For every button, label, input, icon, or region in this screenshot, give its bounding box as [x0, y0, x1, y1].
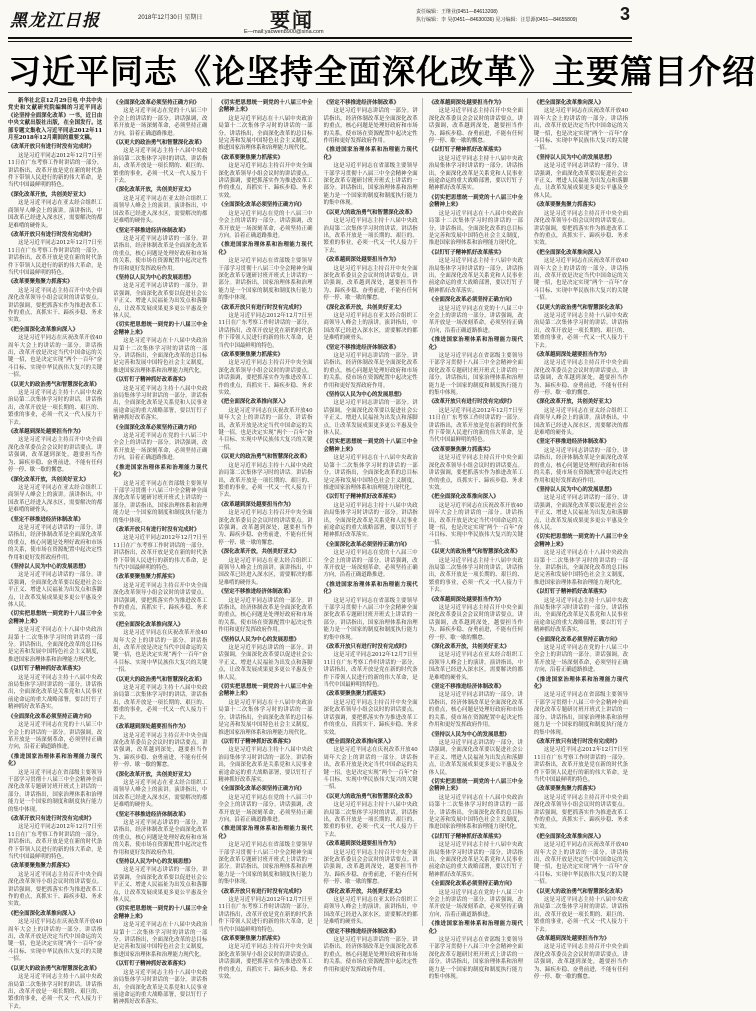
section-heading: 《把全面深化改革推向深入》 — [533, 249, 604, 256]
section-paragraph: 这是习近平同志在亚太经合组织工商领导人峰会上的演讲。演讲指出，中国改革已经进入深水区，需要解决的都是难啃的硬骨头。 — [113, 779, 208, 809]
section-paragraph: 这是习近平同志在省部级主要领导干部学习贯彻十八届三中全会精神全面深化改革专题研讨班开班式上讲话的一部分。讲话指出，国家治理体系和治理能力是一个国家的制度和制度执行能力的集中体现。 — [113, 480, 208, 524]
section-heading: 《全面深化改革必须坚持正确方向》 — [428, 881, 515, 888]
section-heading: 《以钉钉子精神抓好改革落实》 — [323, 494, 399, 501]
article-intro: 新华社北京12月29日电 中共中央党史和文献研究院编辑的习近平同志《论坚持全面深化改革》一书，近日由中央文献出版社出版，在全国发行。这部专题文集收入习近平同志2012年11月至2018年12月期间的重要文稿。 — [8, 98, 103, 142]
section-paragraph: 这是习近平同志主持召开中央全面深化改革领导小组会议时的讲话要点。讲话强调，要把抓落实作为推进改革工作的重点，真抓实干、蹄疾步稳、务求实效。 — [218, 163, 313, 199]
section-paragraph: 这是习近平同志在亚太经合组织工商领导人峰会上的演讲。演讲指出，中国改革已经进入深水区，需要解决的都是难啃的硬骨头。 — [218, 557, 313, 586]
section-heading: 《深化改革开放，共创美好亚太》 — [8, 476, 89, 483]
section-heading: 《坚定不移推进经济体制改革》 — [113, 227, 189, 234]
section-heading: 《改革越到深处越要担当作为》 — [218, 501, 294, 508]
section-paragraph: 这是习近平同志在庆祝改革开放40周年大会上的讲话的一部分。讲话指出，改革开放是决定当代中国命运的关键一招，也是决定实现“两个一百年”奋斗目标、实现中华民族伟大复兴的关键一招。 — [218, 407, 313, 451]
section-paragraph: 这是习近平同志主持十八届中央政治局第二次集体学习时的讲话。讲话指出，改革开放是一项长期的、艰巨的、繁重的事业，必须一代又一代人接力干下去。 — [113, 148, 208, 185]
section-heading: 《改革越到深处越要担当作为》 — [113, 724, 189, 731]
section-heading: 《切实把思想统一到党的十八届三中全会精神上来》 — [428, 194, 523, 209]
section-heading: 《改革开放只有进行时没有完成时》 — [8, 144, 95, 151]
section-paragraph: 这是习近平同志2012年12月7日至11日在广东考察工作时讲话的一部分。讲话指出，改革开放是党在新的时代条件下带领人民进行的新的伟大革命，是当代中国最鲜明的特色。 — [113, 535, 208, 571]
section-paragraph: 这是习近平同志讲话的一部分。讲话强调，全面深化改革要以促进社会公平正义、增进人民福祉为出发点和落脚点，让改革发展成果更多更公平惠及全体人民。 — [323, 400, 418, 437]
section-paragraph: 这是习近平同志在十八届中央政治局第十二次集体学习时的讲话的一部分。讲话指出，全面深化改革的总目标是完善和发展中国特色社会主义制度，推进国家治理体系和治理能力现代化。 — [428, 210, 523, 247]
section-paragraph: 这是习近平同志2012年12月7日至11日在广东考察工作时讲话的一部分。讲话指出，改革开放是党在新的时代条件下带领人民进行的新的伟大革命，是当代中国最鲜明的特色。 — [218, 312, 313, 349]
section-paragraph: 这是习近平同志2012年12月7日至11日在广东考察工作时讲话的一部分。讲话指出，改革开放是党在新的时代条件下带领人民进行的新的伟大革命，是当代中国最鲜明的特色。 — [218, 897, 313, 933]
section-heading: 《坚定不移推进经济体制改革》 — [323, 344, 399, 351]
section-heading: 《改革越到深处越要担当作为》 — [533, 352, 610, 358]
section-paragraph: 这是习近平同志讲话的一部分。讲话指出，经济体制改革是全面深化改革的重点，核心问题是处理好政府和市场的关系，使市场在资源配置中起决定性作用和更好发挥政府作用。 — [8, 524, 103, 561]
section-heading: 《坚持以人民为中心的发展思想》 — [218, 636, 300, 643]
section-paragraph: 这是习近平同志在亚太经合组织工商领导人峰会上的演讲。演讲指出，中国改革已经进入深水区，需要解决的都是难啃的硬骨头。 — [8, 484, 103, 514]
section-heading: 《以更大的政治勇气和智慧深化改革》 — [218, 454, 310, 461]
section-paragraph: 这是习近平同志在党的十八届三中全会上的讲话的一部分。讲话强调，改革开放是一场深刻革命，必须坚持正确方向，沿着正确道路推进。 — [218, 210, 313, 239]
section-paragraph: 这是习近平同志讲话的一部分。讲话指出，经济体制改革是全面深化改革的重点，核心问题是处理好政府和市场的关系，使市场在资源配置中起决定性作用和更好发挥政府作用。 — [113, 235, 208, 272]
section-paragraph: 这是习近平同志2012年12月7日至11日在广东考察工作时讲话的一部分。讲话指出，改革开放是党在新的时代条件下带领人民进行的新的伟大革命，是当代中国最鲜明的特色。 — [533, 747, 629, 783]
section-paragraph: 这是习近平同志讲话的一部分。讲话指出，经济体制改革是全面深化改革的重点，核心问题是处理好政府和市场的关系，使市场在资源配置中起决定性作用和更好发挥政府作用。 — [113, 819, 208, 856]
section-heading: 《改革开放只有进行时没有完成时》 — [218, 888, 305, 895]
section-paragraph: 这是习近平同志主持十八届中央政治局集体学习时讲话的一部分。讲话指出，全面深化改革是关系党和人民事业前途命运的重大战略部署，要以钉钉子精神抓好改革落实。 — [428, 258, 523, 294]
section-paragraph: 这是习近平同志主持十八届中央政治局集体学习时讲话的一部分。讲话指出，全面深化改革是关系党和人民事业前途命运的重大战略部署，要以钉钉子精神抓好改革落实。 — [323, 502, 418, 539]
section-paragraph: 这是习近平同志在省部级主要领导干部学习贯彻十八届三中全会精神全面深化改革专题研讨班开班式上讲话的一部分。讲话指出，国家治理体系和治理能力是一个国家的制度和制度执行能力的集中体现。 — [428, 937, 523, 981]
section-heading: 《坚定不移推进经济体制改革》 — [8, 516, 84, 523]
section-heading: 《坚持以人民为中心的发展思想》 — [533, 486, 615, 493]
section-heading: 《坚定不移推进经济体制改革》 — [323, 928, 399, 935]
section-paragraph: 这是习近平同志在党的十八届三中全会上的讲话的一部分。讲话强调，改革开放是一场深刻革命，必须坚持正确方向，沿着正确道路推进。 — [428, 305, 523, 334]
section-paragraph: 这是习近平同志主持十八届中央政治局第二次集体学习时的讲话。讲话指出，改革开放是一项长期的、艰巨的、繁重的事业，必须一代又一代人接力干下去。 — [8, 390, 103, 426]
article-column — [218, 98, 317, 981]
section-paragraph: 这是习近平同志在十八届中央政治局第十二次集体学习时的讲话的一部分。讲话指出，全面深化改革的总目标是完善和发展中国特色社会主义制度，推进国家治理体系和治理能力现代化。 — [218, 699, 313, 736]
section-heading: 《以更大的政治勇气和智慧深化改革》 — [533, 888, 626, 895]
section-heading: 《改革要聚焦聚力抓落实》 — [533, 202, 599, 209]
section-heading: 《改革要聚焦聚力抓落实》 — [323, 691, 389, 698]
section-paragraph: 这是习近平同志主持召开中央全面深化改革委员会会议时的讲话要点。讲话强调，改革越到深处，越要担当作为、蹄疾步稳、奋勇前进，不能有任何停一停、歇一歇的懈怠。 — [113, 732, 208, 769]
masthead-rule — [8, 37, 632, 39]
section-heading: 《以钉钉子精神抓好改革落实》 — [428, 833, 505, 840]
section-paragraph: 这是习近平同志在省部级主要领导干部学习贯彻十八届三中全会精神全面深化改革专题研讨班开班式上讲话的一部分。讲话指出，国家治理体系和治理能力是一个国家的制度和制度执行能力的集中体现。 — [323, 597, 418, 641]
section-heading: 《切实把思想统一到党的十八届三中全会精神上来》 — [218, 100, 313, 114]
section-heading: 《推进国家治理体系和治理能力现代化》 — [8, 753, 103, 768]
section-paragraph: 这是习近平同志主持十八届中央政治局集体学习时讲话的一部分。讲话指出，全面深化改革是关系党和人民事业前途命运的重大战略部署，要以钉钉子精神抓好改革落实。 — [8, 674, 103, 711]
section-heading: 《深化改革开放，共创美好亚太》 — [323, 304, 405, 311]
editor-line: 执行编辑：李 昊(0451—84630036) 见习编辑：汪思源(0451—84655809) — [416, 17, 578, 23]
section-paragraph: 这是习近平同志在亚太经合组织工商领导人峰会上的演讲。演讲指出，中国改革已经进入深水区，需要解决的都是难啃的硬骨头。 — [533, 407, 629, 437]
issue-date: 2018年12月30日 星期日 — [138, 15, 203, 21]
section-paragraph: 这是习近平同志在十八届中央政治局第十二次集体学习时的讲话的一部分。讲话指出，全面深化改革的总目标是完善和发展中国特色社会主义制度，推进国家治理体系和治理能力现代化。 — [8, 627, 103, 663]
section-paragraph: 这是习近平同志主持十八届中央政治局第二次集体学习时的讲话。讲话指出，改革开放是一项长期的、艰巨的、繁重的事业，必须一代又一代人接力干下去。 — [533, 897, 629, 933]
section-heading: 《以更大的政治勇气和智慧深化改革》 — [533, 304, 626, 311]
section-paragraph: 这是习近平同志主持召开中央全面深化改革领导小组会议时的讲话要点。讲话强调，要把抓落实作为推进改革工作的重点，真抓实干、蹄疾步稳、务求实效。 — [428, 455, 523, 491]
section-heading: 《推进国家治理体系和治理能力现代化》 — [428, 921, 523, 935]
section-paragraph: 这是习近平同志主持召开中央全面深化改革领导小组会议时的讲话要点。讲话强调，要把抓落实作为推进改革工作的重点，真抓实干、蹄疾步稳、务求实效。 — [218, 360, 313, 397]
section-paragraph: 这是习近平同志主持召开中央全面深化改革委员会会议时的讲话要点。讲话强调，改革越到深处，越要担当作为、蹄疾步稳、奋勇前进，不能有任何停一停、歇一歇的懈怠。 — [8, 437, 103, 474]
masthead-rule-thin — [8, 41, 632, 42]
section-paragraph: 这是习近平同志2012年12月7日至11日在广东考察工作时讲话的一部分。讲话指出，改革开放是党在新的时代条件下带领人民进行的新的伟大革命，是当代中国最鲜明的特色。 — [323, 652, 418, 689]
section-paragraph: 这是习近平同志主持十八届中央政治局第二次集体学习时的讲话。讲话指出，改革开放是一项长期的、艰巨的、繁重的事业，必须一代又一代人接力干下去。 — [113, 685, 208, 721]
section-heading: 《坚定不移推进经济体制改革》 — [533, 439, 610, 446]
section-heading: 《切实把思想统一到党的十八届三中全会精神上来》 — [323, 439, 418, 453]
article-column — [533, 98, 632, 981]
section-heading: 《坚定不移推进经济体制改革》 — [113, 811, 189, 818]
section-paragraph: 这是习近平同志主持十八届中央政治局集体学习时讲话的一部分。讲话指出，全面深化改革是关系党和人民事业前途命运的重大战略部署，要以钉钉子精神抓好改革落实。 — [113, 385, 208, 422]
section-heading: 《推进国家治理体系和治理能力现代化》 — [323, 147, 418, 161]
section-heading: 《把全面深化改革推向深入》 — [218, 399, 289, 406]
section-paragraph: 这是习近平同志讲话的一部分。讲话指出，经济体制改革是全面深化改革的重点，核心问题是处理好政府和市场的关系，使市场在资源配置中起决定性作用和更好发挥政府作用。 — [323, 937, 418, 973]
section-heading: 《推进国家治理体系和治理能力现代化》 — [218, 242, 313, 256]
section-paragraph: 这是习近平同志讲话的一部分。讲话指出，经济体制改革是全面深化改革的重点，核心问题是处理好政府和市场的关系，使市场在资源配置中起决定性作用和更好发挥政府作用。 — [428, 692, 523, 729]
section-paragraph: 这是习近平同志主持召开中央全面深化改革领导小组会议时的讲话要点。讲话强调，要把抓落实作为推进改革工作的重点，真抓实干、蹄疾步稳、务求实效。 — [533, 794, 629, 831]
headline-rule — [8, 92, 632, 93]
section-heading: 《全面深化改革必须坚持正确方向》 — [113, 100, 200, 106]
section-heading: 《把全面深化改革推向深入》 — [323, 738, 394, 745]
section-heading: 《改革开放只有进行时没有完成时》 — [533, 738, 621, 745]
section-heading: 《以钉钉子精神抓好改革落实》 — [428, 249, 505, 256]
section-heading: 《改革开放只有进行时没有完成时》 — [113, 526, 200, 533]
section-paragraph: 这是习近平同志在庆祝改革开放40周年大会上的讲话的一部分。讲话指出，改革开放是决定当代中国命运的关键一招，也是决定实现“两个一百年”奋斗目标、实现中华民族伟大复兴的关键一招。 — [8, 335, 103, 379]
section-paragraph: 这是习近平同志讲话的一部分。讲话强调，全面深化改革要以促进社会公平正义、增进人民福祉为出发点和落脚点，让改革发展成果更多更公平惠及全体人民。 — [113, 867, 208, 904]
section-paragraph: 这是习近平同志2012年12月7日至11日在广东考察工作时讲话的一部分。讲话指出，改革开放是党在新的时代条件下带领人民进行的新的伟大革命，是当代中国最鲜明的特色。 — [8, 824, 103, 860]
section-paragraph: 这是习近平同志在省部级主要领导干部学习贯彻十八届三中全会精神全面深化改革专题研讨班开班式上讲话的一部分。讲话指出，国家治理体系和治理能力是一个国家的制度和制度执行能力的集中体现。 — [218, 258, 313, 302]
section-heading: 《推进国家治理体系和治理能力现代化》 — [113, 464, 208, 479]
section-paragraph: 这是习近平同志在庆祝改革开放40周年大会上的讲话的一部分。讲话指出，改革开放是决定当代中国命运的关键一招，也是决定实现“两个一百年”奋斗目标、实现中华民族伟大复兴的关键一招。 — [8, 919, 103, 963]
section-paragraph: 这是习近平同志在省部级主要领导干部学习贯彻十八届三中全会精神全面深化改革专题研讨班开班式上讲话的一部分。讲话指出，国家治理体系和治理能力是一个国家的制度和制度执行能力的集中体现。 — [218, 842, 313, 886]
section-heading: 《把全面深化改革推向深入》 — [8, 326, 79, 333]
section-paragraph: 这是习近平同志主持十八届中央政治局集体学习时讲话的一部分。讲话指出，全面深化改革是关系党和人民事业前途命运的重大战略部署，要以钉钉子精神抓好改革落实。 — [113, 969, 208, 1006]
section-paragraph: 这是习近平同志在十八届中央政治局第十二次集体学习时的讲话的一部分。讲话指出，全面深化改革的总目标是完善和发展中国特色社会主义制度，推进国家治理体系和治理能力现代化。 — [428, 794, 523, 831]
section-heading: 《坚持以人民为中心的发展思想》 — [428, 731, 510, 738]
section-paragraph: 这是习近平同志主持召开中央全面深化改革领导小组会议时的讲话要点。讲话强调，要把抓落实作为推进改革工作的重点，真抓实干、蹄疾步稳、务求实效。 — [8, 287, 103, 324]
section-heading: 《改革要聚焦聚力抓落实》 — [113, 574, 178, 581]
editor-credits — [416, 8, 616, 24]
section-paragraph: 这是习近平同志主持召开中央全面深化改革委员会会议时的讲话要点。讲话强调，改革越到深处，越要担当作为、蹄疾步稳、奋勇前进，不能有任何停一停、歇一歇的懈怠。 — [218, 510, 313, 546]
section-heading: 《推进国家治理体系和治理能力现代化》 — [428, 337, 523, 351]
section-heading: 《把全面深化改革推向深入》 — [533, 833, 604, 840]
section-heading: 《全面深化改革必须坚持正确方向》 — [218, 786, 305, 793]
section-paragraph: 这是习近平同志在亚太经合组织工商领导人峰会上的演讲。演讲指出，中国改革已经进入深水区，需要解决的都是难啃的硬骨头。 — [428, 652, 523, 681]
headline: 习近平同志《论坚持全面深化改革》主要篇目介绍 — [8, 52, 756, 91]
section-heading: 《深化改革开放，共创美好亚太》 — [323, 888, 405, 895]
section-heading: 《推进国家治理体系和治理能力现代化》 — [533, 676, 629, 691]
section-paragraph: 这是习近平同志在庆祝改革开放40周年大会上的讲话的一部分。讲话指出，改革开放是决定当代中国命运的关键一招，也是决定实现“两个一百年”奋斗目标、实现中华民族伟大复兴的关键一招。 — [113, 630, 208, 674]
section-heading: 《以钉钉子精神抓好改革落实》 — [8, 666, 84, 673]
section-heading: 《以更大的政治勇气和智慧深化改革》 — [323, 209, 416, 216]
section-heading: 《改革开放只有进行时没有完成时》 — [8, 231, 95, 238]
section-heading: 《切实把思想统一到党的十八届三中全会精神上来》 — [113, 906, 208, 920]
section-heading: 《改革开放只有进行时没有完成时》 — [218, 304, 305, 311]
section-paragraph: 这是习近平同志在十八届中央政治局第十二次集体学习时的讲话的一部分。讲话指出，全面深化改革的总目标是完善和发展中国特色社会主义制度，推进国家治理体系和治理能力现代化。 — [113, 922, 208, 958]
section-paragraph: 这是习近平同志主持十八届中央政治局集体学习时讲话的一部分。讲话指出，全面深化改革是关系党和人民事业前途命运的重大战略部署，要以钉钉子精神抓好改革落实。 — [533, 597, 629, 634]
section-paragraph: 这是习近平同志在省部级主要领导干部学习贯彻十八届三中全会精神全面深化改革专题研讨班开班式上讲话的一部分。讲话指出，国家治理体系和治理能力是一个国家的制度和制度执行能力的集中体现。 — [8, 769, 103, 813]
section-heading: 《切实把思想统一到党的十八届三中全会精神上来》 — [218, 684, 313, 698]
section-paragraph: 这是习近平同志在庆祝改革开放40周年大会上的讲话的一部分。讲话指出，改革开放是决定当代中国命运的关键一招，也是决定实现“两个一百年”奋斗目标、实现中华民族伟大复兴的关键一招。 — [533, 842, 629, 886]
article-body — [8, 98, 632, 1010]
section-paragraph: 这是习近平同志主持召开中央全面深化改革领导小组会议时的讲话要点。讲话强调，要把抓落实作为推进改革工作的重点，真抓实干、蹄疾步稳、务求实效。 — [218, 944, 313, 981]
section-paragraph: 这是习近平同志在党的十八届三中全会上的讲话的一部分。讲话强调，改革开放是一场深刻革命，必须坚持正确方向，沿着正确道路推进。 — [428, 889, 523, 918]
section-heading: 《坚定不移推进经济体制改革》 — [428, 684, 505, 691]
section-paragraph: 这是习近平同志在党的十八届三中全会上的讲话的一部分。讲话强调，改革开放是一场深刻革命，必须坚持正确方向，沿着正确道路推进。 — [533, 645, 629, 674]
section-paragraph: 这是习近平同志主持十八届中央政治局第二次集体学习时的讲话。讲话指出，改革开放是一项长期的、艰巨的、繁重的事业，必须一代又一代人接力干下去。 — [533, 312, 629, 349]
section-heading: 《推进国家治理体系和治理能力现代化》 — [323, 581, 418, 596]
section-paragraph: 这是习近平同志主持召开中央全面深化改革领导小组会议时的讲话要点。讲话强调，要把抓落实作为推进改革工作的重点，真抓实干、蹄疾步稳、务求实效。 — [113, 582, 208, 619]
section-heading: 《改革要聚焦聚力抓落实》 — [218, 154, 284, 161]
section-paragraph: 这是习近平同志在庆祝改革开放40周年大会上的讲话的一部分。讲话指出，改革开放是决定当代中国命运的关键一招，也是决定实现“两个一百年”奋斗目标、实现中华民族伟大复兴的关键一招。 — [533, 258, 629, 302]
section-heading: 《深化改革开放，共创美好亚太》 — [113, 771, 195, 778]
section-paragraph: 这是习近平同志主持召开中央全面深化改革委员会会议时的讲话要点。讲话强调，改革越到深处，越要担当作为、蹄疾步稳、奋勇前进，不能有任何停一停、歇一歇的懈怠。 — [323, 849, 418, 886]
section-heading: 《以钉钉子精神抓好改革落实》 — [533, 589, 610, 596]
section-heading: 《改革要聚焦聚力抓落实》 — [428, 446, 494, 453]
section-paragraph: 这是习近平同志主持十八届中央政治局第二次集体学习时的讲话。讲话指出，改革开放是一项长期的、艰巨的、繁重的事业，必须一代又一代人接力干下去。 — [218, 462, 313, 499]
section-heading: 《改革越到深处越要担当作为》 — [428, 100, 505, 106]
section-paragraph: 这是习近平同志主持召开中央全面深化改革领导小组会议时的讲话要点。讲话强调，要把抓落实作为推进改革工作的重点，真抓实干、蹄疾步稳、务求实效。 — [533, 210, 629, 247]
section-heading: 《以更大的政治勇气和智慧深化改革》 — [113, 676, 205, 683]
section-paragraph: 这是习近平同志在党的十八届三中全会上的讲话的一部分。讲话强调，改革开放是一场深刻革命，必须坚持正确方向，沿着正确道路推进。 — [218, 794, 313, 823]
section-heading: 《全面深化改革必须坚持正确方向》 — [428, 297, 515, 304]
section-heading: 《改革要聚焦聚力抓落实》 — [8, 863, 73, 870]
section-heading: 《以更大的政治勇气和智慧深化改革》 — [113, 140, 205, 147]
section-paragraph: 这是习近平同志在省部级主要领导干部学习贯彻十八届三中全会精神全面深化改革专题研讨班开班式上讲话的一部分。讲话指出，国家治理体系和治理能力是一个国家的制度和制度执行能力的集中体现。 — [323, 163, 418, 207]
section-paragraph: 这是习近平同志讲话的一部分。讲话指出，经济体制改革是全面深化改革的重点，核心问题是处理好政府和市场的关系，使市场在资源配置中起决定性作用和更好发挥政府作用。 — [323, 108, 418, 145]
section-paragraph: 这是习近平同志在庆祝改革开放40周年大会上的讲话的一部分。讲话指出，改革开放是决定当代中国命运的关键一招，也是决定实现“两个一百年”奋斗目标、实现中华民族伟大复兴的关键一招。 — [323, 747, 418, 791]
section-heading: 《改革越到深处越要担当作为》 — [8, 429, 84, 436]
section-paragraph: 这是习近平同志在亚太经合组织工商领导人峰会上的演讲。演讲指出，中国改革已经进入深水区，需要解决的都是难啃的硬骨头。 — [323, 897, 418, 926]
section-paragraph: 这是习近平同志在十八届中央政治局第十二次集体学习时的讲话的一部分。讲话指出，全面深化改革的总目标是完善和发展中国特色社会主义制度，推进国家治理体系和治理能力现代化。 — [113, 338, 208, 374]
section-paragraph: 这是习近平同志在亚太经合组织工商领导人峰会上的演讲。演讲指出，中国改革已经进入深水区，需要解决的都是难啃的硬骨头。 — [113, 195, 208, 225]
section-paragraph: 这是习近平同志主持十八届中央政治局集体学习时讲话的一部分。讲话指出，全面深化改革是关系党和人民事业前途命运的重大战略部署，要以钉钉子精神抓好改革落实。 — [428, 155, 523, 192]
section-paragraph: 这是习近平同志在省部级主要领导干部学习贯彻十八届三中全会精神全面深化改革专题研讨班开班式上讲话的一部分。讲话指出，国家治理体系和治理能力是一个国家的制度和制度执行能力的集中体现。 — [533, 692, 629, 736]
section-heading: 《以钉钉子精神抓好改革落实》 — [113, 961, 189, 968]
section-heading: 《全面深化改革必须坚持正确方向》 — [113, 424, 200, 431]
section-heading: 《改革越到深处越要担当作为》 — [533, 936, 610, 943]
section-paragraph: 这是习近平同志讲话的一部分。讲话指出，经济体制改革是全面深化改革的重点，核心问题是处理好政府和市场的关系，使市场在资源配置中起决定性作用和更好发挥政府作用。 — [533, 447, 629, 484]
section-paragraph: 这是习近平同志主持召开中央全面深化改革委员会会议时的讲话要点。讲话强调，改革越到深处，越要担当作为、蹄疾步稳、奋勇前进，不能有任何停一停、歇一歇的懈怠。 — [533, 944, 629, 981]
section-heading: 《全面深化改革必须坚持正确方向》 — [218, 202, 305, 209]
section-paragraph: 这是习近平同志在党的十八届三中全会上的讲话的一部分。讲话强调，改革开放是一场深刻革命，必须坚持正确方向，沿着正确道路推进。 — [323, 550, 418, 579]
section-paragraph: 这是习近平同志在庆祝改革开放40周年大会上的讲话的一部分。讲话指出，改革开放是决定当代中国命运的关键一招，也是决定实现“两个一百年”奋斗目标、实现中华民族伟大复兴的关键一招。 — [428, 502, 523, 546]
article-column — [323, 98, 423, 973]
section-title: 要闻 — [270, 8, 314, 32]
section-paragraph: 这是习近平同志讲话的一部分。讲话强调，全面深化改革要以促进社会公平正义、增进人民福祉为出发点和落脚点，让改革发展成果更多更公平惠及全体人民。 — [113, 283, 208, 319]
section-paragraph: 这是习近平同志主持十八届中央政治局第二次集体学习时的讲话。讲话指出，改革开放是一项长期的、艰巨的、繁重的事业，必须一代又一代人接力干下去。 — [323, 802, 418, 838]
section-heading: 《以更大的政治勇气和智慧深化改革》 — [428, 549, 521, 556]
section-heading: 《改革开放只有进行时没有完成时》 — [323, 644, 410, 651]
section-paragraph: 这是习近平同志主持召开中央全面深化改革委员会会议时的讲话要点。讲话强调，改革越到深处，越要担当作为、蹄疾步稳、奋勇前进，不能有任何停一停、歇一歇的懈怠。 — [428, 605, 523, 641]
section-heading: 《切实把思想统一到党的十八届三中全会精神上来》 — [428, 778, 523, 793]
section-heading: 《以钉钉子精神抓好改革落实》 — [428, 147, 505, 154]
section-paragraph: 这是习近平同志主持十八届中央政治局第二次集体学习时的讲话。讲话指出，改革开放是一项长期的、艰巨的、繁重的事业，必须一代又一代人接力干下去。 — [323, 218, 418, 254]
page-number: 3 — [619, 4, 630, 24]
section-paragraph: 这是习近平同志在亚太经合组织工商领导人峰会上的演讲。演讲指出，中国改革已经进入深水区，需要解决的都是难啃的硬骨头。 — [8, 200, 103, 229]
section-heading: 《改革要聚焦聚力抓落实》 — [218, 936, 284, 943]
section-heading: 《全面深化改革必须坚持正确方向》 — [533, 636, 621, 643]
section-paragraph: 这是习近平同志讲话的一部分。讲话强调，全面深化改革要以促进社会公平正义、增进人民福祉为出发点和落脚点，让改革发展成果更多更公平惠及全体人民。 — [533, 495, 629, 531]
article-column — [428, 98, 528, 981]
section-heading: 《坚持以人民为中心的发展思想》 — [113, 859, 195, 865]
section-paragraph: 这是习近平同志在十八届中央政治局第十二次集体学习时的讲话的一部分。讲话指出，全面深化改革的总目标是完善和发展中国特色社会主义制度，推进国家治理体系和治理能力现代化。 — [323, 455, 418, 491]
section-paragraph: 这是习近平同志在党的十八届三中全会上的讲话的一部分。讲话强调，改革开放是一场深刻革命，必须坚持正确方向，沿着正确道路推进。 — [113, 433, 208, 462]
section-paragraph: 这是习近平同志主持召开中央全面深化改革委员会会议时的讲话要点。讲话强调，改革越到深处，越要担当作为、蹄疾步稳、奋勇前进，不能有任何停一停、歇一歇的懈怠。 — [428, 108, 523, 145]
section-heading: 《坚持以人民为中心的发展思想》 — [113, 274, 195, 281]
section-paragraph: 这是习近平同志在庆祝改革开放40周年大会上的讲话的一部分。讲话指出，改革开放是决定当代中国命运的关键一招，也是决定实现“两个一百年”奋斗目标、实现中华民族伟大复兴的关键一招。 — [533, 108, 629, 152]
section-paragraph: 这是习近平同志主持十八届中央政治局集体学习时讲话的一部分。讲话指出，全面深化改革是关系党和人民事业前途命运的重大战略部署，要以钉钉子精神抓好改革落实。 — [218, 747, 313, 783]
section-heading: 《坚定不移推进经济体制改革》 — [218, 589, 294, 596]
section-paragraph: 这是习近平同志主持十八届中央政治局第二次集体学习时的讲话。讲话指出，改革开放是一项长期的、艰巨的、繁重的事业，必须一代又一代人接力干下去。 — [428, 557, 523, 594]
section-paragraph: 这是习近平同志在十八届中央政治局第十二次集体学习时的讲话的一部分。讲话指出，全面深化改革的总目标是完善和发展中国特色社会主义制度，推进国家治理体系和治理能力现代化。 — [533, 550, 629, 586]
section-paragraph: 这是习近平同志在亚太经合组织工商领导人峰会上的演讲。演讲指出，中国改革已经进入深水区，需要解决的都是难啃的硬骨头。 — [323, 312, 418, 342]
section-heading: 《推进国家治理体系和治理能力现代化》 — [218, 826, 313, 840]
section-paragraph: 这是习近平同志在党的十八届三中全会上的讲话的一部分。讲话强调，改革开放是一场深刻革命，必须坚持正确方向，沿着正确道路推进。 — [113, 108, 208, 137]
section-heading: 《改革越到深处越要担当作为》 — [323, 841, 399, 848]
section-paragraph: 这是习近平同志2012年12月7日至11日在广东考察工作时讲话的一部分。讲话指出，改革开放是党在新的时代条件下带领人民进行的新的伟大革命，是当代中国最鲜明的特色。 — [428, 407, 523, 444]
section-paragraph: 这是习近平同志在省部级主要领导干部学习贯彻十八届三中全会精神全面深化改革专题研讨班开班式上讲话的一部分。讲话指出，国家治理体系和治理能力是一个国家的制度和制度执行能力的集中体现。 — [428, 353, 523, 397]
section-paragraph: 这是习近平同志主持十八届中央政治局集体学习时讲话的一部分。讲话指出，全面深化改革是关系党和人民事业前途命运的重大战略部署，要以钉钉子精神抓好改革落实。 — [428, 842, 523, 878]
section-heading: 《深化改革开放，共创美好亚太》 — [113, 187, 195, 194]
section-paragraph: 这是习近平同志主持召开中央全面深化改革委员会会议时的讲话要点。讲话强调，改革越到深处，越要担当作为、蹄疾步稳、奋勇前进，不能有任何停一停、歇一歇的懈怠。 — [533, 360, 629, 397]
section-heading: 《改革要聚焦聚力抓落实》 — [533, 786, 599, 793]
section-heading: 《全面深化改革必须坚持正确方向》 — [323, 541, 410, 548]
section-heading: 《以更大的政治勇气和智慧深化改革》 — [323, 793, 416, 800]
article-column — [113, 98, 212, 1006]
newspaper-logo: 黑龙江日报 — [10, 11, 100, 31]
section-paragraph: 这是习近平同志讲话的一部分。讲话强调，全面深化改革要以促进社会公平正义、增进人民福祉为出发点和落脚点，让改革发展成果更多更公平惠及全体人民。 — [428, 739, 523, 776]
section-paragraph: 这是习近平同志在十八届中央政治局第十二次集体学习时的讲话的一部分。讲话指出，全面深化改革的总目标是完善和发展中国特色社会主义制度，推进国家治理体系和治理能力现代化。 — [218, 115, 313, 152]
section-heading: 《以更大的政治勇气和智慧深化改革》 — [8, 965, 100, 972]
section-paragraph: 这是习近平同志讲话的一部分。讲话强调，全面深化改革要以促进社会公平正义、增进人民福祉为出发点和落脚点，让改革发展成果更多更公平惠及全体人民。 — [533, 163, 629, 199]
section-heading: 《改革开放只有进行时没有完成时》 — [428, 399, 515, 406]
section-heading: 《改革要聚焦聚力抓落实》 — [8, 279, 73, 286]
section-paragraph: 这是习近平同志主持十八届中央政治局第二次集体学习时的讲话。讲话指出，改革开放是一项长期的、艰巨的、繁重的事业，必须一代又一代人接力干下去。 — [8, 974, 103, 1010]
section-paragraph: 这是习近平同志在党的十八届三中全会上的讲话的一部分。讲话强调，改革开放是一场深刻革命，必须坚持正确方向，沿着正确道路推进。 — [8, 722, 103, 751]
section-email: E—mail:yaowen8900@sina.com — [244, 29, 324, 35]
section-heading: 《把全面深化改革推向深入》 — [533, 100, 604, 106]
section-heading: 《以钉钉子精神抓好改革落实》 — [113, 377, 189, 384]
section-paragraph: 这是习近平同志讲话的一部分。讲话指出，经济体制改革是全面深化改革的重点，核心问题是处理好政府和市场的关系，使市场在资源配置中起决定性作用和更好发挥政府作用。 — [218, 597, 313, 634]
section-heading: 《坚定不移推进经济体制改革》 — [323, 100, 399, 106]
section-heading: 《坚持以人民为中心的发展思想》 — [8, 563, 89, 570]
section-heading: 《改革越到深处越要担当作为》 — [428, 596, 505, 603]
section-heading: 《改革开放只有进行时没有完成时》 — [8, 815, 95, 822]
section-paragraph: 这是习近平同志2012年12月7日至11日在广东考察工作时讲话的一部分。讲话指出，改革开放是党在新的时代条件下带领人民进行的新的伟大革命，是当代中国最鲜明的特色。 — [8, 240, 103, 276]
section-heading: 《改革越到深处越要担当作为》 — [323, 257, 399, 264]
section-heading: 《深化改革开放，共创美好亚太》 — [8, 191, 89, 198]
masthead — [8, 4, 632, 36]
section-heading: 《把全面深化改革推向深入》 — [113, 621, 184, 628]
section-heading: 《以更大的政治勇气和智慧深化改革》 — [8, 381, 100, 388]
section-heading: 《深化改革开放，共创美好亚太》 — [218, 549, 300, 556]
editor-line: 责任编辑：王继业(0451—84613208) — [416, 9, 498, 15]
section-paragraph: 这是习近平同志主持召开中央全面深化改革领导小组会议时的讲话要点。讲话强调，要把抓落实作为推进改革工作的重点，真抓实干、蹄疾步稳、务求实效。 — [8, 871, 103, 908]
section-paragraph: 这是习近平同志讲话的一部分。讲话指出，经济体制改革是全面深化改革的重点，核心问题是处理好政府和市场的关系，使市场在资源配置中起决定性作用和更好发挥政府作用。 — [323, 353, 418, 389]
section-paragraph: 这是习近平同志主持召开中央全面深化改革委员会会议时的讲话要点。讲话强调，改革越到深处，越要担当作为、蹄疾步稳、奋勇前进，不能有任何停一停、歇一歇的懈怠。 — [323, 265, 418, 302]
section-heading: 《以钉钉子精神抓好改革落实》 — [218, 738, 294, 745]
section-heading: 《把全面深化改革推向深入》 — [8, 910, 79, 917]
section-heading: 《切实把思想统一到党的十八届三中全会精神上来》 — [113, 322, 208, 336]
section-heading: 《把全面深化改革推向深入》 — [428, 494, 499, 501]
section-paragraph: 这是习近平同志主持召开中央全面深化改革领导小组会议时的讲话要点。讲话强调，要把抓落实作为推进改革工作的重点，真抓实干、蹄疾步稳、务求实效。 — [323, 699, 418, 736]
section-heading: 《坚持以人民为中心的发展思想》 — [323, 392, 405, 399]
section-heading: 《切实把思想统一到党的十八届三中全会精神上来》 — [8, 611, 103, 625]
section-heading: 《全面深化改革必须坚持正确方向》 — [8, 713, 95, 720]
section-paragraph: 这是习近平同志讲话的一部分。讲话强调，全面深化改革要以促进社会公平正义、增进人民福祉为出发点和落脚点，让改革发展成果更多更公平惠及全体人民。 — [218, 645, 313, 681]
section-heading: 《深化改革开放，共创美好亚太》 — [428, 644, 510, 651]
section-paragraph: 这是习近平同志讲话的一部分。讲话强调，全面深化改革要以促进社会公平正义、增进人民福祉为出发点和落脚点，让改革发展成果更多更公平惠及全体人民。 — [8, 572, 103, 608]
section-heading: 《深化改革开放，共创美好亚太》 — [533, 399, 615, 406]
article-column — [8, 98, 107, 1010]
section-heading: 《切实把思想统一到党的十八届三中全会精神上来》 — [533, 534, 629, 548]
section-heading: 《坚持以人民为中心的发展思想》 — [533, 154, 615, 161]
section-paragraph: 这是习近平同志2012年12月7日至11日在广东考察工作时讲话的一部分。讲话指出，改革开放是党在新的时代条件下带领人民进行的新的伟大革命，是当代中国最鲜明的特色。 — [8, 152, 103, 189]
section-heading: 《改革要聚焦聚力抓落实》 — [218, 352, 284, 358]
